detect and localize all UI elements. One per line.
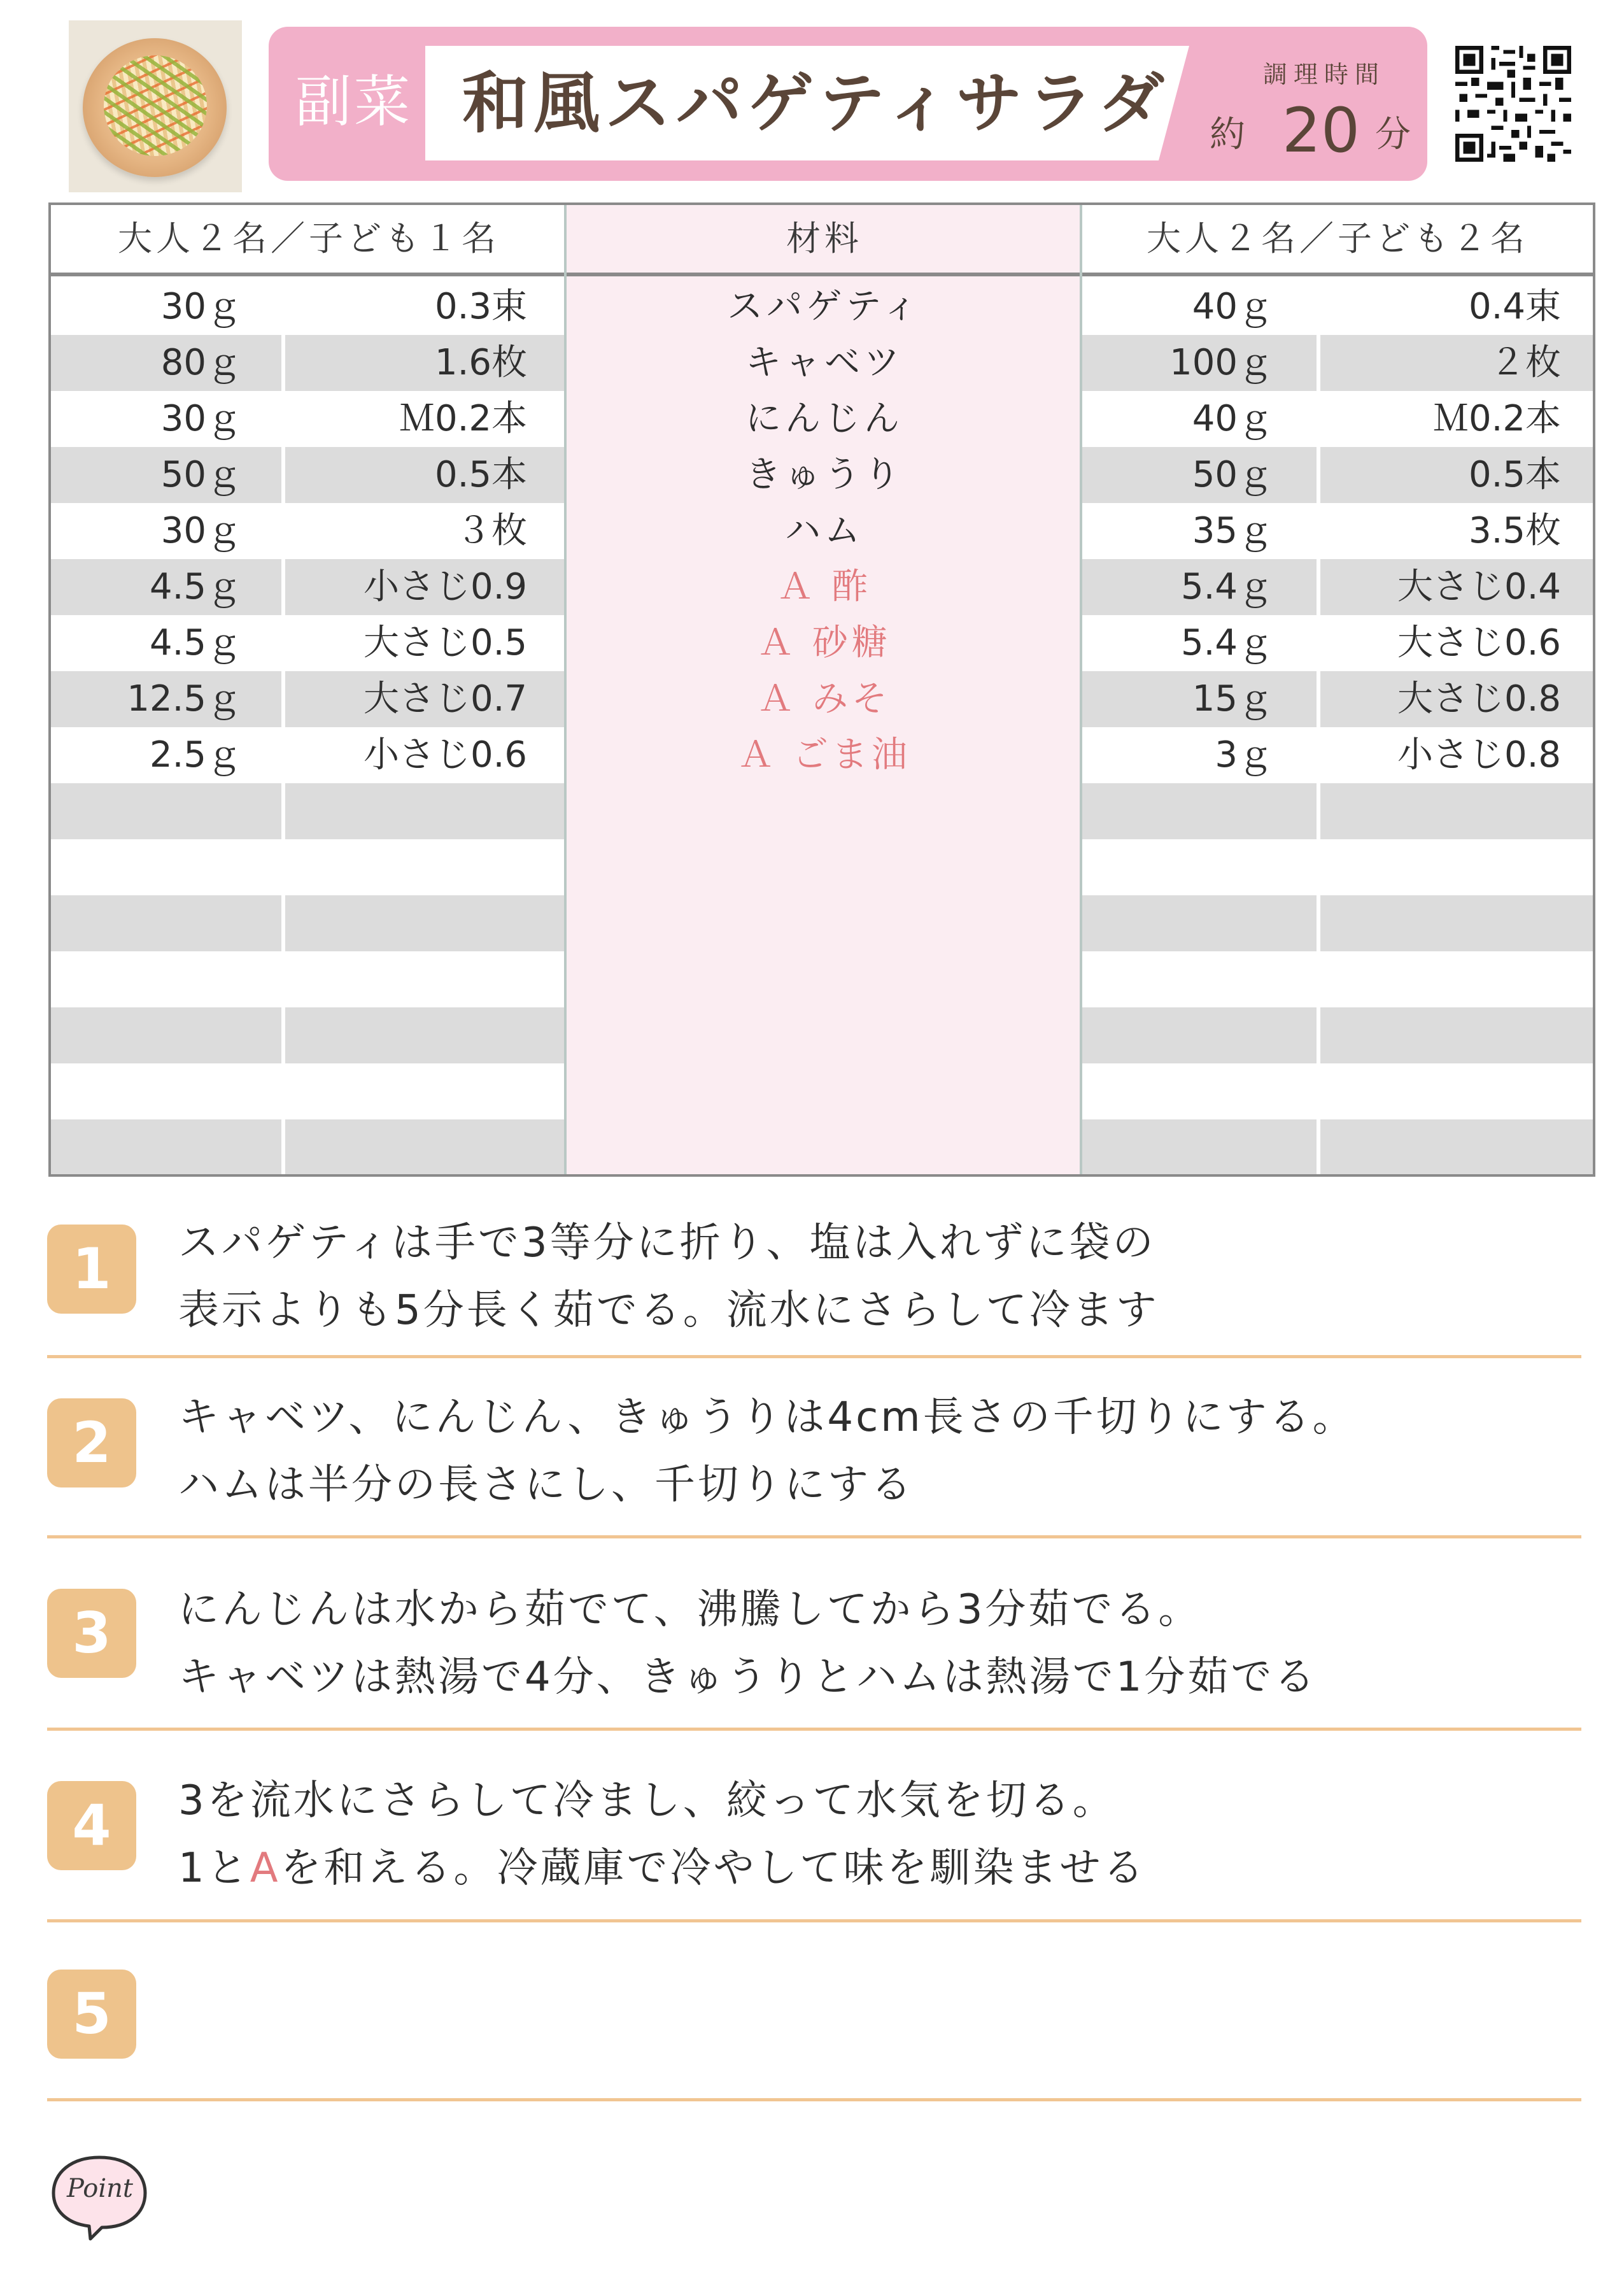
amount-grams-1: 4.5ｇ [149, 566, 242, 607]
amount-grams-1: 30ｇ [160, 398, 242, 439]
step-number-badge: 4 [47, 1781, 136, 1870]
amount-measure-2: 小さじ0.8 [1397, 734, 1561, 776]
step-text: ハムは半分の長さにし、千切りにする [178, 1461, 914, 1509]
amount-measure-1: 小さじ0.9 [363, 566, 527, 607]
step-divider [47, 1535, 1581, 1538]
step-number-badge: 3 [47, 1589, 136, 1678]
ingredient-table [48, 202, 1595, 1177]
amount-grams-1: 2.5ｇ [149, 734, 242, 776]
dish-photo [69, 20, 242, 192]
amount-grams-1: 12.5ｇ [127, 678, 242, 720]
amount-grams-2: 15ｇ [1192, 678, 1273, 720]
ingredient-name: Ａ 酢 [777, 566, 872, 607]
ingredient-name: にんじん [745, 398, 903, 439]
ingredient-name: Ａ みそ [758, 678, 891, 720]
amount-measure-1: 小さじ0.6 [363, 734, 527, 776]
amount-grams-1: 30ｇ [160, 510, 242, 551]
amount-measure-2: 3.5枚 [1468, 510, 1561, 551]
step-text-part: を和える。冷蔵庫で冷やして味を馴染ませる [280, 1845, 1147, 1892]
ingredient-name: スパゲティ [727, 286, 922, 327]
cooking-time-label: 調理時間 [1262, 60, 1385, 89]
amount-measure-2: 0.5本 [1468, 454, 1561, 495]
step-text: キャベツは熱湯で4分、きゅうりとハムは熱湯で1分茹でる [178, 1654, 1318, 1701]
step-number-badge: 2 [47, 1398, 136, 1487]
header-ingredients: 材料 [786, 218, 863, 259]
amount-grams-2: 5.4ｇ [1180, 566, 1273, 607]
amount-measure-1: 0.3束 [434, 286, 527, 327]
point-label: Point [66, 2174, 133, 2203]
step-number-badge: 1 [47, 1225, 136, 1314]
salad [104, 55, 207, 156]
header-servings-2: 大人２名／子ども２名 [1147, 218, 1529, 259]
cooking-time-unit: 分 [1375, 114, 1411, 155]
step-number-badge: 5 [47, 1970, 136, 2059]
step-divider [47, 1355, 1581, 1358]
amount-grams-2: 40ｇ [1192, 286, 1273, 327]
header-servings-1: 大人２名／子ども１名 [118, 218, 500, 259]
ingredient-name: ハム [785, 510, 864, 551]
amount-grams-2: 40ｇ [1192, 398, 1273, 439]
step-text: にんじんは水から茹でて、沸騰してから3分茹でる。 [178, 1586, 1202, 1633]
step-divider [47, 2098, 1581, 2101]
amount-grams-2: 3ｇ [1215, 734, 1273, 776]
amount-grams-2: 5.4ｇ [1180, 622, 1273, 664]
amount-grams-1: 4.5ｇ [149, 622, 242, 664]
ingredient-name: キャベツ [745, 342, 903, 383]
cooking-time-approx: 約 [1210, 114, 1245, 155]
seasoning-a-marker: A [250, 1845, 281, 1892]
amount-measure-1: 大さじ0.5 [363, 622, 527, 664]
amount-grams-2: 100ｇ [1169, 342, 1273, 383]
step-text: 3を流水にさらして冷まし、絞って水気を切る。 [178, 1777, 1116, 1824]
amount-measure-2: 大さじ0.8 [1397, 678, 1561, 720]
amount-measure-2: 大さじ0.6 [1397, 622, 1561, 664]
amount-measure-1: 1.6枚 [434, 342, 527, 383]
step-divider [47, 1728, 1581, 1731]
amount-measure-2: ２枚 [1490, 342, 1561, 383]
step-text [178, 1835, 1147, 1894]
amount-measure-2: Ｍ0.2本 [1432, 398, 1561, 439]
cooking-time-value: 20 [1282, 95, 1360, 166]
step-text: スパゲティは手で3等分に折り、塩は入れずに袋の [178, 1219, 1156, 1267]
ingredient-name: Ａ ごま油 [738, 734, 911, 776]
amount-measure-1: 0.5本 [434, 454, 527, 495]
amount-grams-2: 35ｇ [1192, 510, 1273, 551]
qr-code-icon[interactable] [1455, 46, 1571, 162]
amount-measure-2: 大さじ0.4 [1397, 566, 1561, 607]
amount-measure-1: ３枚 [456, 510, 527, 551]
amount-grams-2: 50ｇ [1192, 454, 1273, 495]
amount-grams-1: 30ｇ [160, 286, 242, 327]
amount-measure-2: 0.4束 [1468, 286, 1561, 327]
amount-measure-1: Ｍ0.2本 [399, 398, 527, 439]
step-text-part: 1と [178, 1845, 250, 1892]
amount-grams-1: 50ｇ [160, 454, 242, 495]
amount-measure-1: 大さじ0.7 [363, 678, 527, 720]
ingredient-name: Ａ 砂糖 [758, 622, 891, 664]
amount-grams-1: 80ｇ [160, 342, 242, 383]
category-label: 副菜 [295, 69, 413, 134]
step-text: キャベツ、にんじん、きゅうりは4cm長さの千切りにする。 [178, 1394, 1356, 1441]
ingredient-name: きゅうり [745, 454, 903, 495]
step-text: 表示よりも5分長く茹でる。流水にさらして冷ます [178, 1287, 1159, 1334]
step-divider [47, 1919, 1581, 1922]
recipe-title: 和風スパゲティサラダ [462, 64, 1169, 142]
